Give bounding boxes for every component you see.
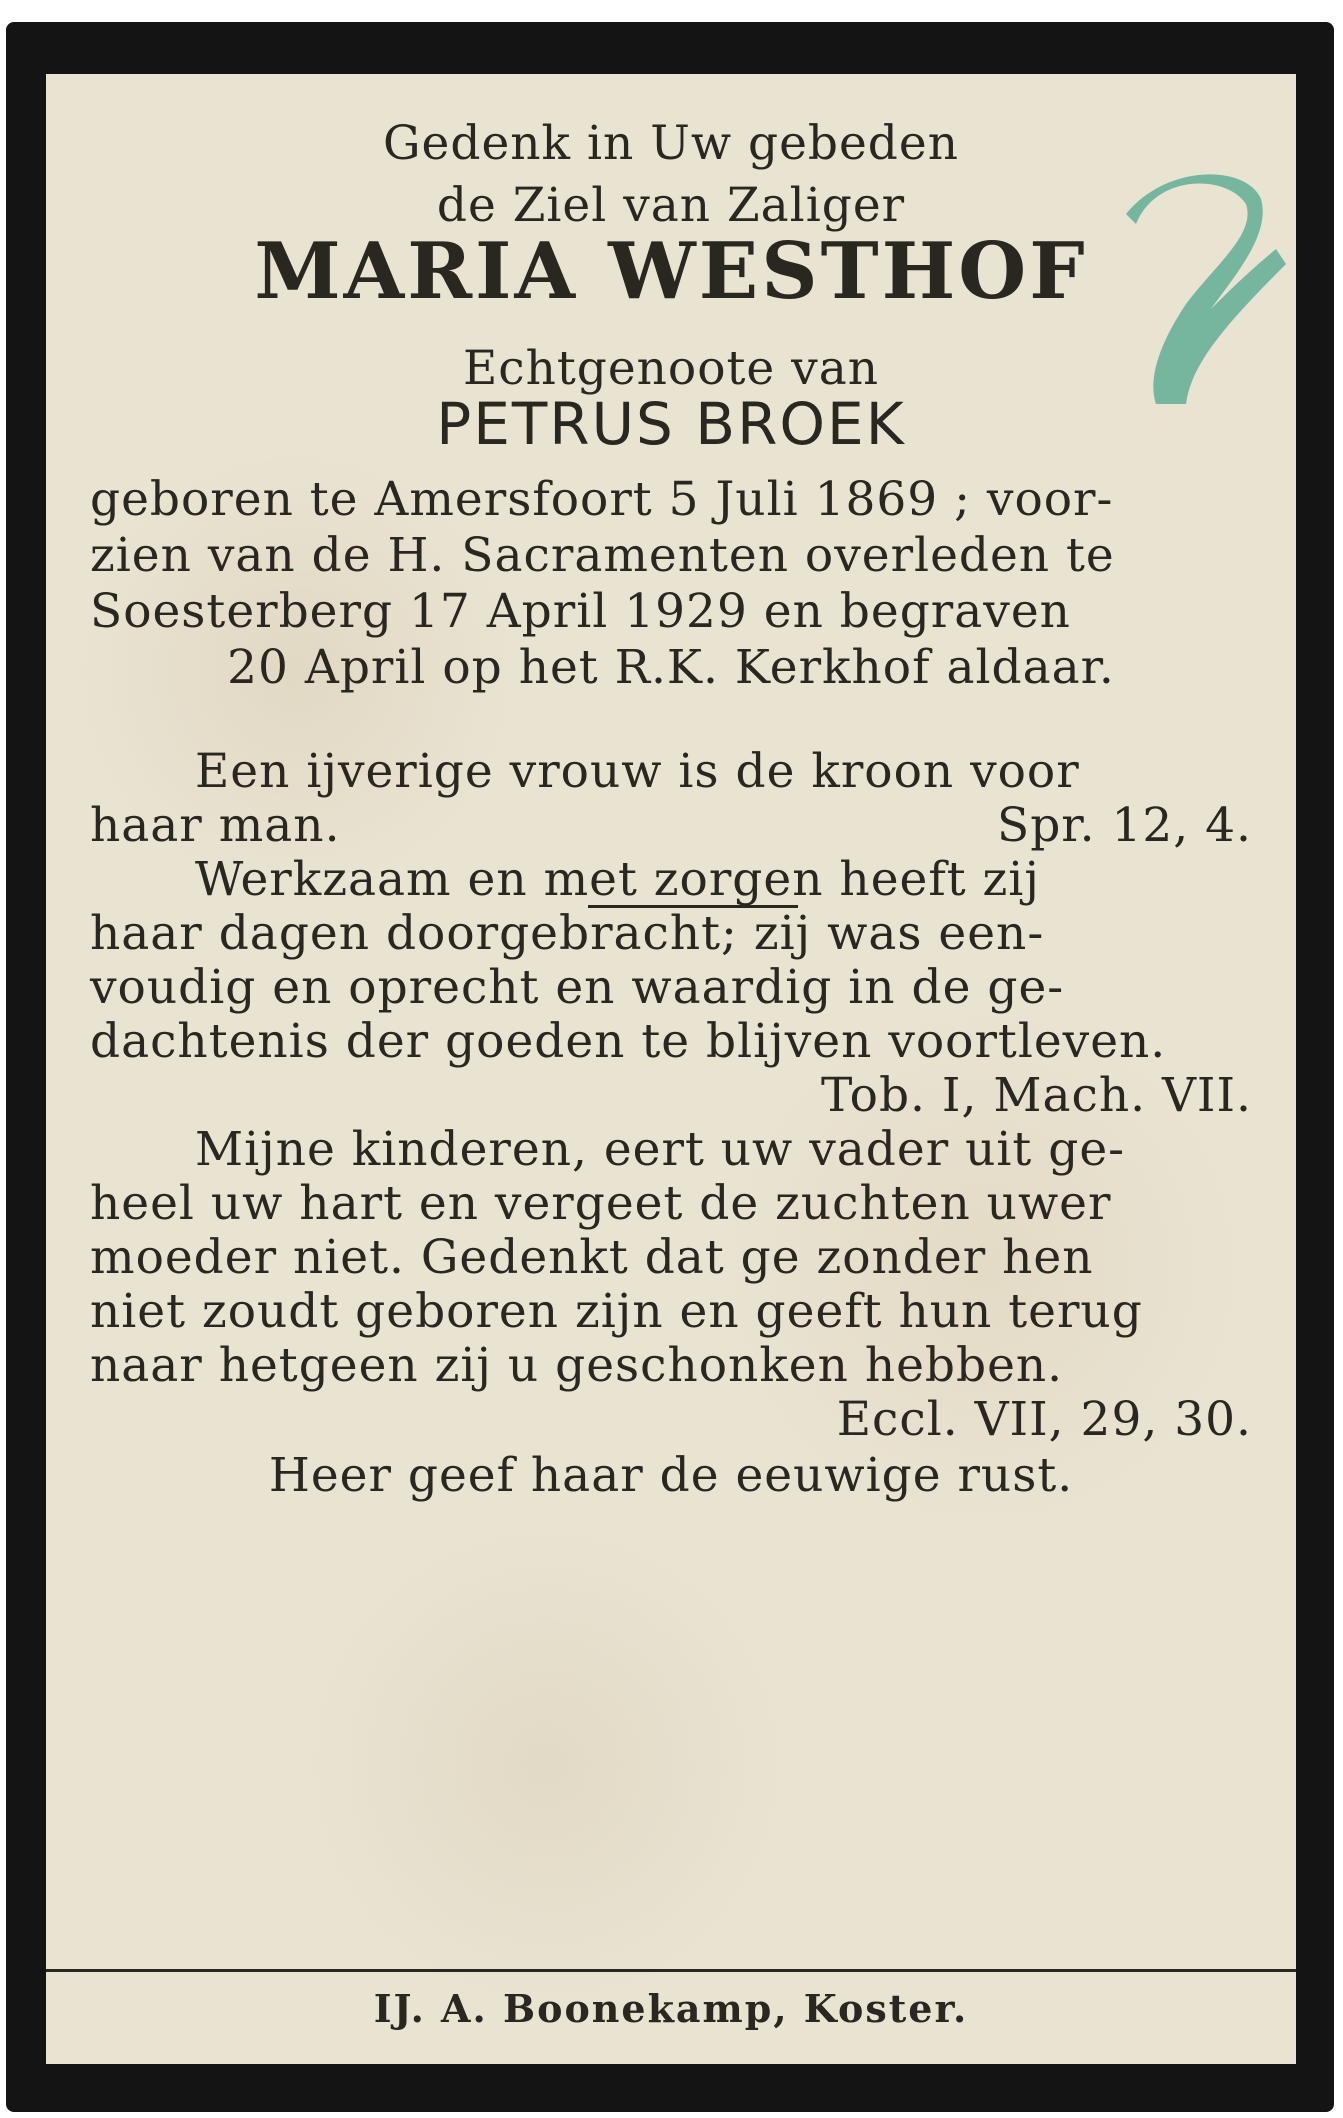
ecclesiasticus-line-4: niet zoudt geboren zijn en geeft hun terug [90,1284,1143,1339]
proverb-line-2 [90,796,1252,856]
dedication-line-1: Gedenk in Uw gebeden [383,116,959,171]
ecclesiasticus-reference: Eccl. VII, 29, 30. [836,1392,1252,1447]
spouse-name: PETRUS BROEK [436,390,906,458]
ecclesiasticus-line-5: naar hetgeen zij u geschonken hebben. [90,1338,1064,1393]
memorial-card [6,22,1334,2112]
tobit-reference: Tob. I, Mach. VII. [820,1068,1252,1123]
card-paper [46,74,1296,2064]
ecclesiasticus-line-1: Mijne kinderen, eert uw vader uit ge- [195,1122,1126,1177]
tobit-line-1: Werkzaam en met zorgen heeft zij [195,852,1040,907]
footer-divider [46,1969,1296,1972]
tobit-line-3: voudig en oprecht en waardig in de ge- [90,960,1065,1015]
closing-prayer: Heer geef haar de eeuwige rust. [268,1448,1074,1503]
dedication-line-2: de Ziel van Zaliger [436,178,906,233]
tobit-line-2: haar dagen doorgebracht; zij was een- [90,906,1045,961]
tobit-line-4: dachtenis der goeden te blijven voortleven. [90,1014,1167,1069]
ecclesiasticus-line-3: moeder niet. Gedenkt dat ge zonder hen [90,1230,1094,1285]
burial-line: 20 April op het R.K. Kerkhof aldaar. [227,640,1115,695]
proverb-reference: Spr. 12, 4. [997,798,1252,853]
sacrament-line: zien van de H. Sacramenten overleden te [90,528,1115,583]
proverb-text-end: haar man. [90,798,341,853]
ecclesiasticus-line-2: heel uw hart en vergeet de zuchten uwer [90,1176,1112,1231]
proverb-line-1: Een ijverige vrouw is de kroon voor [195,744,1080,799]
spouse-intro: Echtgenoote van [462,341,880,396]
birth-line: geboren te Amersfoort 5 Juli 1869 ; voor- [90,472,1114,527]
deceased-name: MARIA WESTHOF [254,226,1088,317]
printer-credit: IJ. A. Boonekamp, Koster. [373,1986,969,2031]
death-line: Soesterberg 17 April 1929 en begraven [90,584,1071,639]
